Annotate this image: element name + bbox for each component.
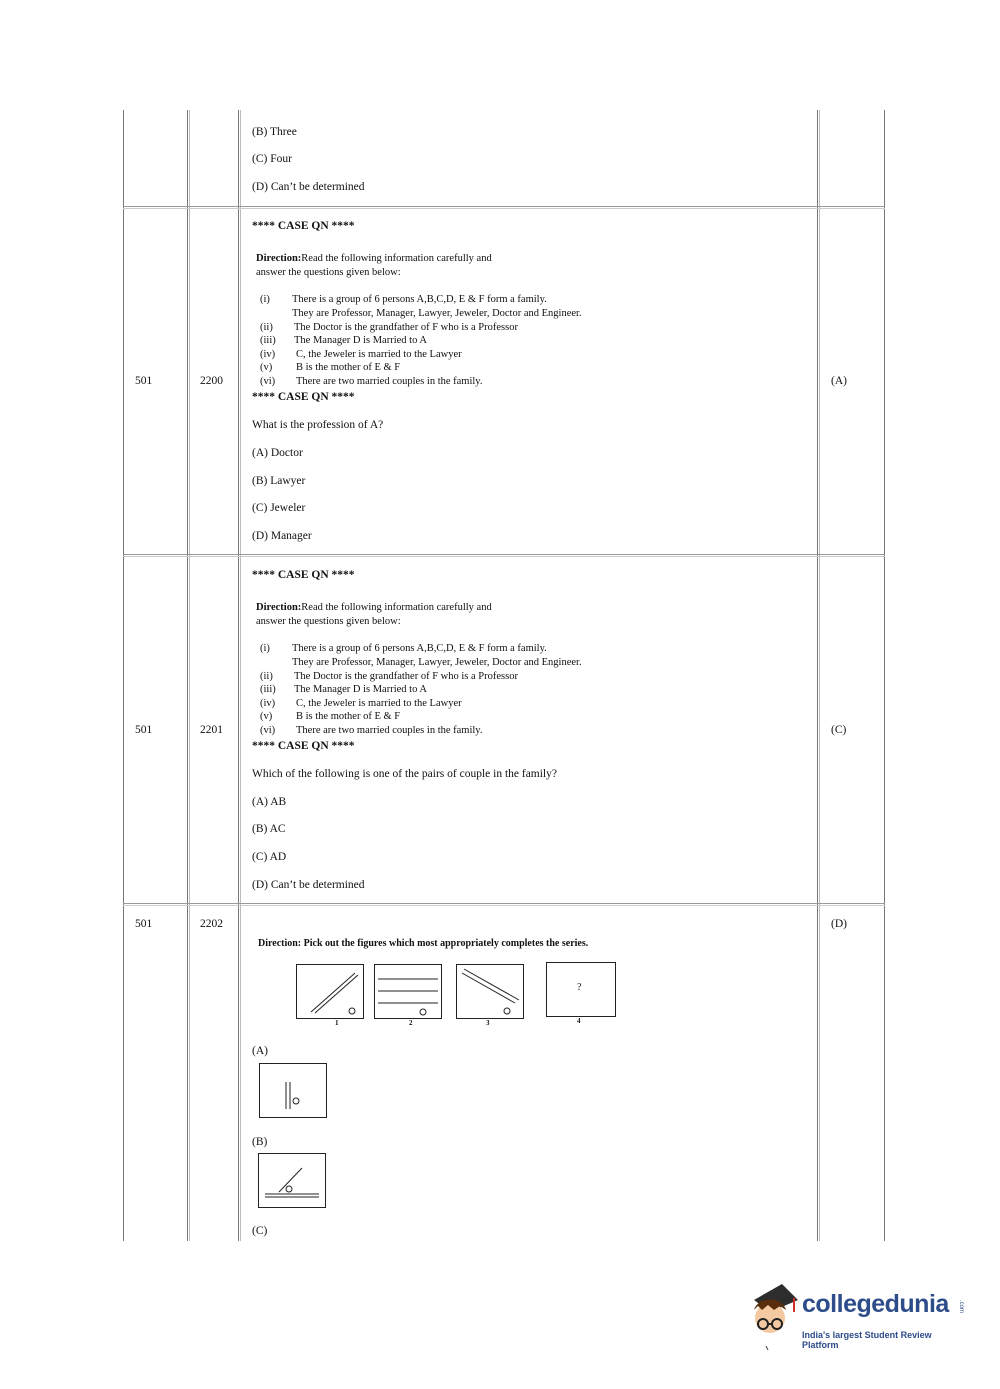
column-divider — [187, 110, 188, 1241]
option-text: (B) AC — [252, 823, 286, 835]
direction-label: Direction: — [256, 253, 302, 264]
item-text: The Doctor is the grandfather of F who is a Professor — [294, 322, 518, 333]
figure-label: 4 — [577, 1017, 581, 1025]
collegedunia-logo — [740, 1282, 970, 1352]
item-number: (ii) — [260, 322, 273, 333]
item-text: The Manager D is Married to A — [294, 684, 427, 695]
figure-direction: Direction: Pick out the figures which most appropriately completes the series. — [258, 938, 589, 949]
row-divider — [123, 208, 885, 209]
figure-label: 1 — [335, 1019, 339, 1027]
question-id: 2202 — [200, 918, 223, 930]
item-text: C, the Jeweler is married to the Lawyer — [296, 349, 462, 360]
item-number: (i) — [260, 294, 270, 305]
item-text: They are Professor, Manager, Lawyer, Jeweler, Doctor and Engineer. — [292, 308, 582, 319]
option-label: (C) — [252, 1225, 268, 1237]
item-text: C, the Jeweler is married to the Lawyer — [296, 698, 462, 709]
answer-key: (A) — [831, 375, 847, 387]
option-label: (A) — [252, 1045, 268, 1057]
item-number: (iii) — [260, 684, 276, 695]
item-text: There is a group of 6 persons A,B,C,D, E & F form a family. — [292, 294, 547, 305]
table-border-left — [123, 110, 124, 1241]
table-border-right — [884, 110, 885, 1241]
question-mark: ? — [577, 982, 582, 993]
case-marker: **** CASE QN **** — [252, 740, 355, 752]
case-direction — [256, 252, 492, 266]
logo-tagline: India's largest Student Review Platform — [802, 1330, 932, 1350]
mascot-icon — [740, 1282, 802, 1352]
paper-code: 501 — [135, 918, 153, 930]
item-text: They are Professor, Manager, Lawyer, Jeweler, Doctor and Engineer. — [292, 657, 582, 668]
direction-text: Read the following information carefully and — [301, 253, 492, 264]
row-divider — [123, 905, 885, 906]
item-number: (iv) — [260, 698, 276, 709]
item-text: The Doctor is the grandfather of F who is a Professor — [294, 671, 518, 682]
series-figure-1 — [296, 964, 364, 1019]
row-divider — [123, 556, 885, 557]
option-text: (A) AB — [252, 796, 287, 808]
paper-code: 501 — [135, 724, 153, 736]
case-marker: **** CASE QN **** — [252, 220, 355, 232]
column-divider — [817, 110, 818, 1241]
case-direction — [256, 601, 492, 615]
item-number: (i) — [260, 643, 270, 654]
direction-label: Direction: — [256, 602, 302, 613]
item-number: (iii) — [260, 335, 276, 346]
item-number: (v) — [260, 711, 273, 722]
item-number: (iv) — [260, 349, 276, 360]
series-figure-2 — [374, 964, 442, 1019]
item-text: B is the mother of E & F — [296, 711, 401, 722]
option-figure-a — [259, 1063, 327, 1118]
option-text: (D) Can’t be determined — [252, 879, 365, 891]
question-text: What is the profession of A? — [252, 419, 384, 431]
item-number: (vi) — [260, 725, 276, 736]
option-label: (B) — [252, 1136, 268, 1148]
option-text: (A) Doctor — [252, 447, 303, 459]
logo-com: .com — [958, 1300, 964, 1314]
column-divider — [819, 110, 820, 1241]
option-text: (C) Four — [252, 153, 292, 165]
figure-label: 3 — [486, 1019, 490, 1027]
option-text: (B) Lawyer — [252, 475, 306, 487]
option-text: (C) AD — [252, 851, 287, 863]
answer-key: (D) — [831, 918, 847, 930]
question-id: 2201 — [200, 724, 223, 736]
item-number: (ii) — [260, 671, 273, 682]
answer-key: (C) — [831, 724, 847, 736]
item-text: B is the mother of E & F — [296, 362, 401, 373]
row-divider — [123, 554, 885, 555]
item-text: There is a group of 6 persons A,B,C,D, E & F form a family. — [292, 643, 547, 654]
row-divider — [123, 206, 885, 207]
option-figure-b — [258, 1153, 326, 1208]
column-divider — [240, 110, 241, 1241]
case-marker: **** CASE QN **** — [252, 391, 355, 403]
direction-text: answer the questions given below: — [256, 267, 401, 278]
paper-code: 501 — [135, 375, 153, 387]
item-number: (vi) — [260, 376, 276, 387]
direction-text: Read the following information carefully and — [301, 602, 492, 613]
item-text: There are two married couples in the family. — [296, 725, 483, 736]
question-id: 2200 — [200, 375, 223, 387]
row-divider — [123, 903, 885, 904]
option-text: (D) Manager — [252, 530, 312, 542]
item-text: The Manager D is Married to A — [294, 335, 427, 346]
question-text: Which of the following is one of the pairs of couple in the family? — [252, 768, 557, 780]
item-number: (v) — [260, 362, 273, 373]
case-marker: **** CASE QN **** — [252, 569, 355, 581]
option-text: (B) Three — [252, 126, 297, 138]
item-text: There are two married couples in the family. — [296, 376, 483, 387]
option-text: (C) Jeweler — [252, 502, 306, 514]
logo-wordmark: collegedunia — [802, 1290, 949, 1318]
column-divider — [238, 110, 239, 1241]
series-figure-3 — [456, 964, 524, 1019]
figure-label: 2 — [409, 1019, 413, 1027]
column-divider — [189, 110, 190, 1241]
option-text: (D) Can’t be determined — [252, 181, 365, 193]
direction-text: answer the questions given below: — [256, 616, 401, 627]
series-figure-4 — [546, 962, 616, 1017]
